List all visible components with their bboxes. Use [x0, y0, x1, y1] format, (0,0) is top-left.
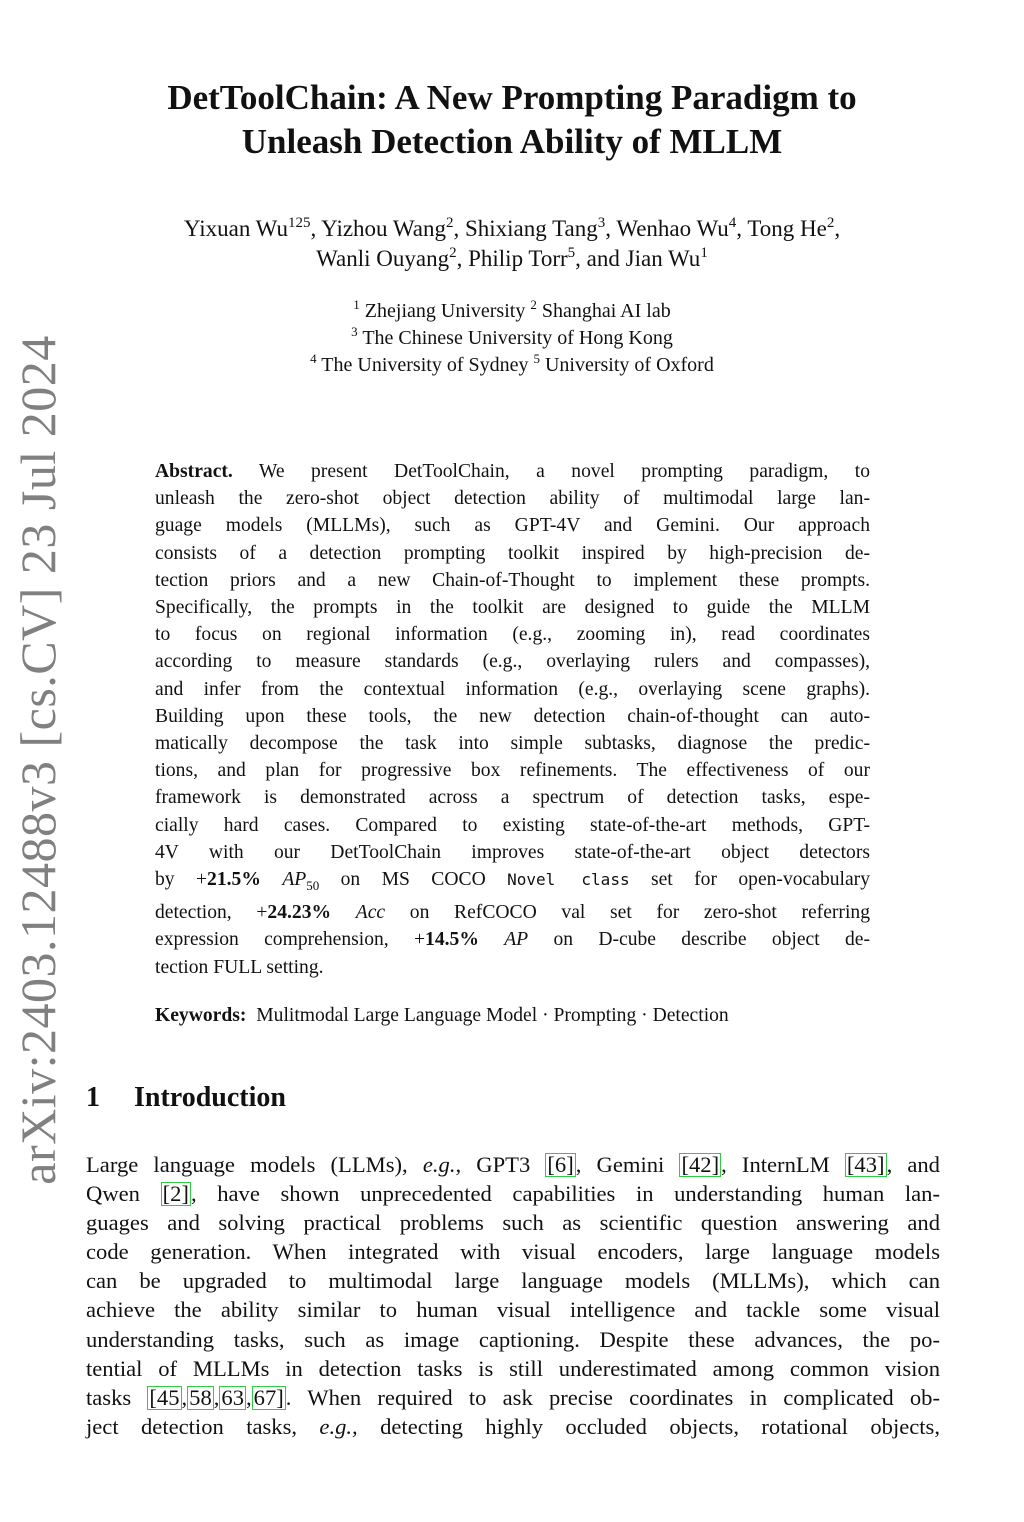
- keywords-text: Mulitmodal Large Language Model · Prompting · Detection: [256, 1005, 729, 1026]
- abstract-line: tions, and plan for progressive box refinements. The effectiveness of our: [155, 760, 870, 782]
- intro-line: can be upgraded to multimodal large language models (MLLMs), which can: [86, 1268, 940, 1294]
- citation-link[interactable]: [6]: [547, 1152, 574, 1177]
- keywords-label: Keywords:: [155, 1005, 247, 1026]
- author: Yixuan Wu$^{125}$,: [183, 215, 322, 241]
- intro-line: code generation. When integrated with visual encoders, large language models: [86, 1239, 940, 1265]
- intro-line: achieve the ability similar to human visual intelligence and tackle some visual: [86, 1297, 940, 1323]
- abstract: [155, 458, 870, 981]
- paper-title: [60, 76, 964, 164]
- abstract-line: Specifically, the prompts in the toolkit are designed to guide the MLLM: [155, 597, 870, 619]
- author: Tong He$^2$,: [747, 215, 841, 241]
- citation-link[interactable]: [43]: [846, 1152, 885, 1177]
- keywords: [155, 1002, 870, 1029]
- title-line-2: Unleash Detection Ability of MLLM: [241, 122, 783, 161]
- introduction-body: [86, 1150, 940, 1441]
- intro-line: tential of MLLMs in detection tasks is still underestimated among common vision: [86, 1355, 940, 1381]
- author-line-1: [60, 214, 964, 244]
- abstract-result-line: detection, +24.23% Acc on RefCOCO val set for zero-shot referring: [155, 902, 870, 924]
- affiliations: [60, 298, 964, 379]
- author: Philip Torr$^5$, and: [468, 245, 626, 271]
- author: Wenhao Wu$^4$,: [616, 215, 748, 241]
- abstract-line: tection priors and a new Chain-of-Thought to implement these prompts.: [155, 569, 870, 591]
- affiliation-line-2: $^3$ The Chinese University of Hong Kong: [351, 324, 673, 349]
- abstract-line: Building upon these tools, the new detection chain-of-thought can auto-: [155, 705, 870, 727]
- abstract-line: unleash the zero-shot object detection ability of multimodal large lan-: [155, 488, 870, 510]
- abstract-line: tection FULL setting.: [155, 956, 324, 978]
- intro-line: ject detection tasks, e.g., detecting highly occluded objects, rotational objects,: [86, 1413, 940, 1439]
- section-number: 1: [86, 1082, 100, 1113]
- title-line-1: DetToolChain: A New Prompting Paradigm to: [167, 78, 857, 117]
- abstract-line: Abstract. We present DetToolChain, a novel prompting paradigm, to: [155, 461, 870, 482]
- citation-link[interactable]: [45: [149, 1384, 180, 1410]
- citation-link[interactable]: [42]: [681, 1152, 720, 1177]
- section-heading: [86, 1080, 286, 1116]
- abstract-line: to focus on regional information (e.g., zooming in), read coordinates: [155, 624, 870, 646]
- citation-link[interactable]: 58: [189, 1384, 212, 1410]
- abstract-result-line: by +21.5% $AP_{50}$ on MS COCO Novel class set for open-vocabulary: [155, 869, 871, 893]
- author-line-2: [60, 244, 964, 274]
- author: Shixiang Tang$^3$,: [464, 215, 617, 241]
- abstract-line: framework is demonstrated across a spectrum of detection tasks, espe-: [155, 787, 870, 809]
- abstract-line: guage models (MLLMs), such as GPT-4V and Gemini. Our approach: [155, 515, 870, 537]
- abstract-line: 4V with our DetToolChain improves state-of-the-art object detectors: [155, 841, 870, 863]
- citation-link[interactable]: 63: [221, 1384, 245, 1410]
- abstract-result-line: expression comprehension, +14.5% AP on D-cube describe object de-: [155, 929, 870, 951]
- author: Yizhou Wang$^2$,: [321, 215, 465, 241]
- intro-line: Qwen [2], have shown unprecedented capabilities in understanding human lan-: [86, 1181, 940, 1207]
- citation-link[interactable]: [2]: [162, 1181, 189, 1207]
- abstract-label: Abstract.: [155, 461, 233, 482]
- author: Jian Wu$^1$: [625, 245, 708, 271]
- intro-line: Large language models (LLMs), e.g., GPT3 [6], Gemini [42], InternLM [43], and: [86, 1152, 940, 1177]
- section-title: Introduction: [134, 1082, 286, 1113]
- abstract-line: and infer from the contextual information (e.g., overlaying scene graphs).: [155, 678, 870, 700]
- abstract-line: consists of a detection prompting toolkit inspired by high-precision de-: [155, 542, 870, 564]
- abstract-line: cially hard cases. Compared to existing state-of-the-art methods, GPT-: [155, 814, 870, 836]
- author-list: [60, 214, 964, 274]
- abstract-line: matically decompose the task into simple subtasks, diagnose the predic-: [155, 733, 870, 755]
- intro-line: guages and solving practical problems such as scientific question answering and: [86, 1210, 940, 1236]
- affiliation-line-3: $^4$ The University of Sydney $^5$ University of Oxford: [310, 351, 714, 376]
- citation-link[interactable]: 67]: [253, 1384, 284, 1410]
- abstract-line: according to measure standards (e.g., overlaying rulers and compasses),: [155, 651, 870, 673]
- intro-line: tasks [45,58,63,67]. When required to ask precise coordinates in complicated ob-: [86, 1384, 940, 1410]
- affiliation-line-1: $^1$ Zhejiang University $^2$ Shanghai AI lab: [353, 297, 671, 322]
- author: Wanli Ouyang$^2$,: [316, 245, 469, 271]
- intro-line: understanding tasks, such as image captioning. Despite these advances, the po-: [86, 1326, 940, 1352]
- arxiv-identifier: arXiv:2403.12488v3 [cs.CV] 23 Jul 2024: [10, 335, 66, 1185]
